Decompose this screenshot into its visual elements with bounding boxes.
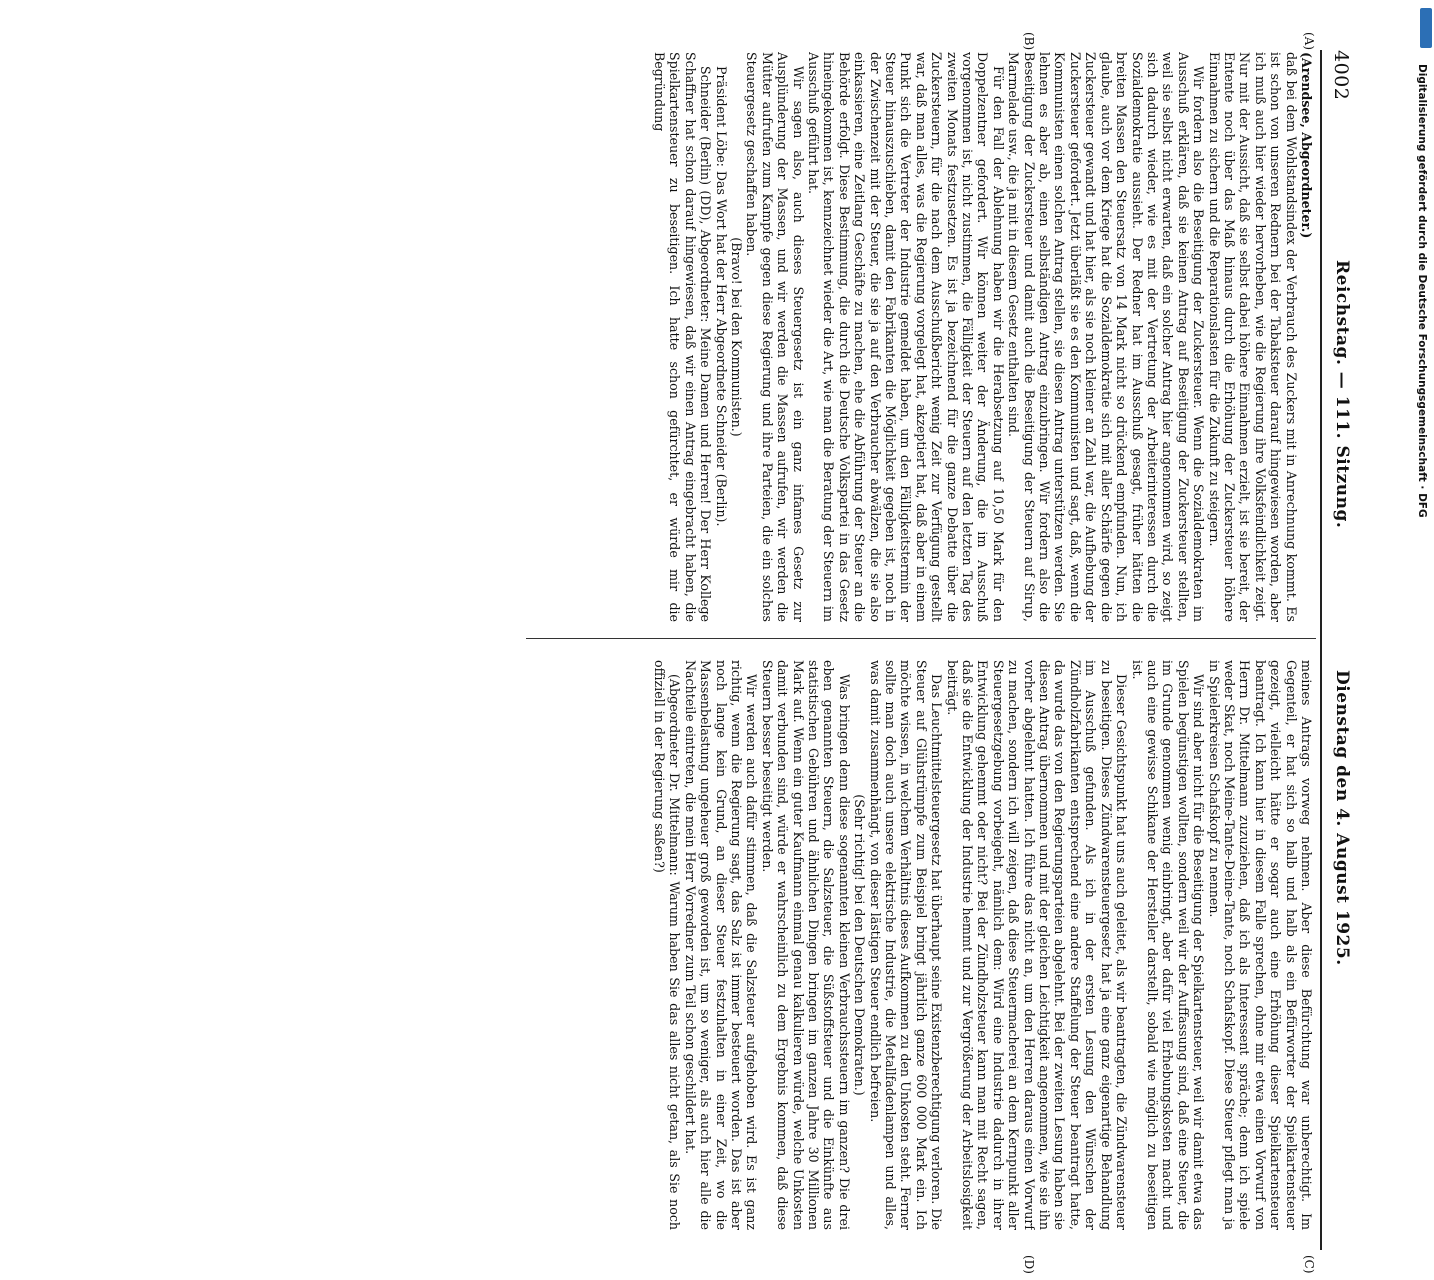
paragraph: Wir werden auch dafür stimmen, daß die Salzsteuer aufgehoben wird. Es ist ganz richtig, wenn die Regierung sagt, das Salz ist immer besteuert worden. Das ist aber noch lange kein Grund, an dieser Steuer festzuhalten in einer Zeit, wo die Massenbelastung ungeheuer groß geworden ist, um so weniger, als auch hier alle die Nachteile eintreten, die mein Herr Vorredner zum Teil schon geschildert hat.	[682, 660, 760, 1230]
header-rule	[1320, 50, 1322, 1250]
paragraph: meines Antrags vorweg nehmen. Aber diese Befürchtung war unberechtigt. Im Gegenteil, er hat sich so halb und halb als ein Befürworter der Spielkartensteuer gezeigt, vielleicht hätte er sogar auch eine Erhöhung dieser Spielkartensteuer beantragt. Ich kann hier in diesem Falle sprechen, ohne mir etwa einen Vorwurf von Herrn Dr. Mittelmann zuzuziehen, daß ich als Interessent spräche; denn ich spiele weder Skat, noch Meine-Tante-Deine-Tante, noch Schafskopf. Diese Steuer pflegt man ja in Spielerkreisen Schafskopf zu nennen.	[1206, 660, 1314, 1230]
header-session: Reichstag. — 111. Sitzung.	[1332, 260, 1352, 529]
header-date: Dienstag den 4. August 1925.	[1332, 670, 1352, 966]
credit-text: Digitalisierung gefördert durch die Deutsche Forschungsgemeinschaft · DFG	[1416, 64, 1428, 518]
paragraph: Für den Fall der Ablehnung haben wir die Herabsetzung auf 10,50 Mark für den Doppelzentner gefordert. Wir können weiter der Änderung, die im Ausschuß vorgenommen ist, nicht zustimmen, die Fälligkeit der Steuern auf den letzten Tag des zweiten Monats festzusetzen. Es ist ja bezeichnend für die ganze Debatte über die Zuckersteuern, für die nach dem Ausschußbericht wenig Zeit zur Verfügung gestellt war, daß man alles, was die Regierung vorgelegt hat, akzeptiert hat, daß aber in einem Punkt sich die Vertreter der Industrie gemeldet haben, um den Fälligkeitstermin der Steuer hinauszuschieben, damit den Fabrikanten die Möglichkeit gegeben ist, noch in der Zwischenzeit mit der Steuer, die sie ja auf den Verbraucher abwälzen, die sie also einkassieren, eine Zeitlang Geschäfte zu machen, ehe die Abführung der Steuer an die Behörde erfolgt. Diese Bestimmung, die durch die Deutsche Volkspartei in das Gesetz hineingekommen ist, kennzeichnet wieder die Art, wie man die Beratung der Steuern im Ausschuß geführt hat.	[806, 52, 1006, 622]
margin-marker-c: (C)	[1302, 1255, 1316, 1274]
margin-marker-a: (A)	[1302, 32, 1316, 51]
paragraph: Wir sagen also, auch dieses Steuergesetz ist ein ganz infames Gesetz zur Ausplünderung der Massen, und wir werden die Massen aufrufen, wir werden die Mütter aufrufen zum Kampfe gegen diese Regierung und ihre Parteien, die ein solches Steuergesetz geschaffen haben.	[744, 52, 806, 622]
paragraph: Wir fordern also die Beseitigung der Zuckersteuer. Wenn die Sozialdemokraten im Ausschuß erklären, daß sie keinen Antrag auf Beseitigung der Zuckersteuer stellten, weil sie selbst nicht erwarten, daß ein solcher Antrag hier angenommen wird, so zeigt sich dadurch wieder, wie es mit der Vertretung der Arbeiterinteressen durch die Sozialdemokratie aussieht. Der Redner hat im Ausschuß gesagt, früher hätten die breiten Massen den Steuersatz von 14 Mark nicht so drückend empfunden. Nun, ich glaube, auch vor dem Kriege hat die Sozialdemokratie sich mit aller Schärfe gegen die Zuckersteuer gewandt und hat hier, als sie noch kleiner an Zahl war, die Aufhebung der Zuckersteuer gefordert. Jetzt überläßt sie es den Kommunisten und sagt, daß, wenn die Kommunisten einen solchen Antrag stellen, sie diesen Antrag unterstützen werden. Sie lehnen es aber ab, einen selbständigen Antrag einzubringen. Wir fordern also die Beseitigung der Zuckersteuer und damit auch die Beseitigung der Steuern auf Sirup, Marmelade usw., die ja mit in diesem Gesetz enthalten sind.	[1006, 52, 1207, 622]
paragraph: (Abgeordneter Dr. Mittelmann: Warum haben Sie das alles nicht getan, als Sie noch offiziell in der Regierung saßen?)	[651, 660, 683, 1230]
paragraph: Dieser Gesichtspunkt hat uns auch geleitet, als wir beantragten, die Zündwarensteuer zu beseitigen. Dieses Zündwarensteuergesetz hat ja eine ganz eigenartige Behandlung im Ausschuß gefunden. Als ich in der ersten Lesung den Wünschen der Zündholzfabrikanten entsprechend eine andere Staffelung der Steuer beantragt hatte, da wurde das von den Regierungsparteien abgelehnt. Bei der zweiten Lesung haben sie diesen Antrag übernommen und mit der gleichen Leichtigkeit angenommen, wie sie ihn vorher abgelehnt hatten. Ich führe das nicht an, um den Herren daraus einen Vorwurf zu machen, sondern ich will zeigen, daß diese Steuermacherei an dem Kernpunkt aller Steuergesetzgebung vorbeigeht, nämlich dem: Wird eine Industrie dadurch in ihrer Entwicklung gehemmt oder nicht? Bei der Zündholzsteuer kann man mit Recht sagen, daß sie die Entwicklung der Industrie hemmt und zur Vergrößerung der Arbeitslosigkeit beiträgt.	[944, 660, 1130, 1230]
paragraph: Wir sind aber nicht für die Beseitigung der Spielkartensteuer, weil wir damit etwa das Spielen begünstigen wollten, sondern weil wir der Auffassung sind, daß eine Steuer, die im Grunde genommen wenig einbringt, aber dafür viel Erhebungskosten macht und auch eine gewisse Schikane der Hersteller darstellt, sobald wie möglich zu beseitigen ist.	[1129, 660, 1207, 1230]
paragraph: Das Leuchtmittelsteuergesetz hat überhaupt seine Existenzberechtigung verloren. Die Steuer auf Glühstrümpfe zum Beispiel bringt jährlich ganze 600 000 Mark ein. Ich möchte wissen, in welchem Verhältnis dieses Aufkommen zu den Unkosten steht. Ferner sollte man doch auch unsere elektrische Industrie, die Metallfadenlampen und alles, was damit zusammenhängt, von dieser lästigen Steuer endlich befreien.	[867, 660, 945, 1230]
interjection: (Sehr richtig! bei den Deutschen Demokraten.)	[852, 794, 868, 1096]
page-number: 4002	[1330, 50, 1352, 101]
dfg-logo-icon	[1420, 8, 1432, 48]
interjection: (Bravo! bei den Kommunisten.)	[728, 237, 744, 437]
paragraph: daß bei dem Wohlstandsindex der Verbrauch des Zuckers mit in Anrechnung kommt. Es ist schon von unseren Rednern bei der Tabaksteuer darauf hingewiesen worden, aber ich muß auch hier wieder hervorheben, wie die Regierung ihre Volksfeindlichkeit zeigt. Nur mit der Aussicht, daß sie selbst dabei höhere Einnahmen erzielt, ist sie bereit, der Entente noch über das Maß hinaus durch die Erhöhung der Zuckersteuer höhere Einnahmen zu sichern und die Reparationslasten für die Zukunft zu steigern.	[1206, 52, 1299, 622]
document-page	[496, 30, 1356, 1280]
paragraph: Was bringen denn diese sogenannten kleinen Verbrauchssteuern im ganzen? Die drei eben genannten Steuern, die Salzsteuer, die Süßstoffsteuer und die Einkünfte aus statistischen Gebühren und ähnlichen Dingen bringen im ganzen Jahre 30 Millionen Mark auf. Wenn ein guter Kaufmann einmal genau kalkulieren würde, welche Unkosten damit verbunden sind, würde er wahrscheinlich zu dem Ergebnis kommen, daß diese Steuern besser beseitigt werden.	[759, 660, 852, 1230]
margin-marker-d: (D)	[1022, 1255, 1036, 1274]
margin-marker-b: (B)	[1022, 32, 1036, 51]
digitization-credit	[1410, 8, 1434, 992]
speaker-ref: (Arendsee, Abgeordneter.)	[1299, 52, 1314, 239]
left-column	[514, 52, 1314, 622]
right-column	[514, 660, 1314, 1230]
column-divider	[526, 638, 1316, 639]
paragraph: Präsident Löbe: Das Wort hat der Herr Abgeordnete Schneider (Berlin).	[713, 66, 729, 527]
page-header	[1320, 30, 1356, 1280]
paragraph: Schneider (Berlin) (DD), Abgeordneter: Meine Damen und Herren! Der Herr Kollege Schaffner hat schon darauf hingewiesen, daß wir einen Antrag eingebracht haben, die Spielkartensteuer zu beseitigen. Ich hatte schon gefürchtet, er würde mir die Begründung	[651, 52, 714, 622]
